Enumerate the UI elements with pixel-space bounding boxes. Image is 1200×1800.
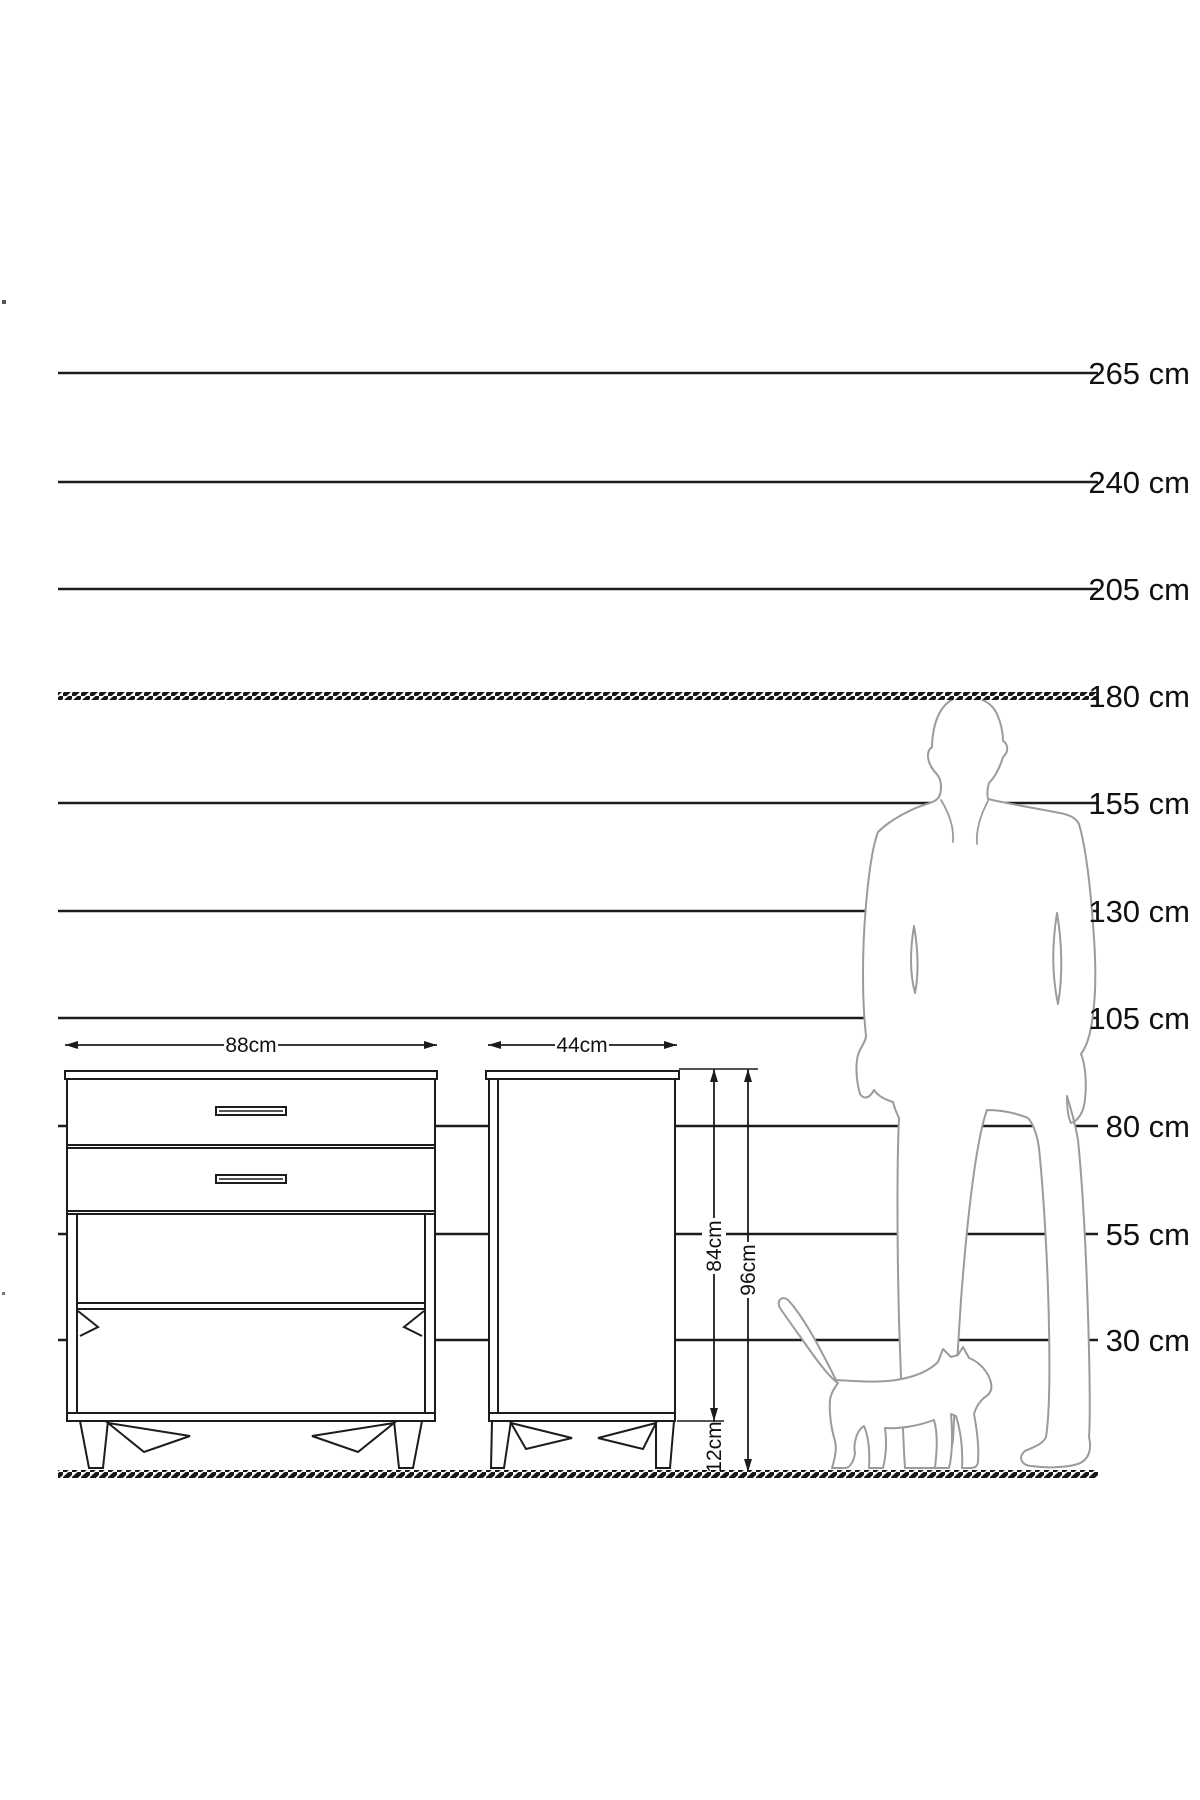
dresser-side-view: [486, 1071, 679, 1468]
front-leg-right: [394, 1421, 422, 1468]
arrow-up-icon: [744, 1069, 752, 1082]
ruler-label-205: 205 cm: [1088, 572, 1190, 607]
front-bottom-rail: [67, 1413, 435, 1421]
arrow-right-icon: [664, 1041, 677, 1049]
dimension-front-width: [65, 1033, 437, 1057]
man-pocket-left: [911, 926, 917, 993]
dimension-heights: [677, 1069, 760, 1473]
ruler-label-265: 265 cm: [1088, 356, 1190, 391]
arrow-left-icon: [65, 1041, 78, 1049]
height-ruler-labels: [1088, 356, 1190, 1358]
artifact-speck: [2, 300, 6, 304]
arrow-up-icon: [710, 1069, 718, 1082]
arrow-left-icon: [488, 1041, 501, 1049]
ruler-label-105: 105 cm: [1088, 1001, 1190, 1036]
ruler-label-55: 55 cm: [1105, 1217, 1190, 1252]
dimension-side-depth: [488, 1033, 677, 1057]
dresser-front-view: [65, 1071, 437, 1468]
front-leg-right-brace: [312, 1423, 394, 1452]
dim-96-label: 96cm: [737, 1244, 760, 1296]
ground-line-hatched: [58, 1470, 1098, 1478]
ruler-label-80: 80 cm: [1105, 1109, 1190, 1144]
side-leg-back: [656, 1421, 674, 1468]
artifact-speck: [2, 1292, 5, 1295]
front-top-panel: [65, 1071, 437, 1079]
ruler-label-130: 130 cm: [1088, 894, 1190, 929]
arrow-down-icon: [710, 1408, 718, 1421]
dim-84-label: 84cm: [703, 1220, 726, 1272]
side-leg-front-brace: [511, 1423, 572, 1449]
front-leg-left-brace: [108, 1423, 190, 1452]
dim-44-label: 44cm: [556, 1034, 608, 1057]
side-leg-back-brace: [598, 1423, 656, 1449]
front-leg-left: [80, 1421, 108, 1468]
dim-12-label: 12cm: [703, 1421, 726, 1473]
ruler-line-180-hatched: [58, 692, 1098, 700]
side-leg-front: [491, 1421, 511, 1468]
ruler-label-180: 180 cm: [1088, 679, 1190, 714]
arrow-right-icon: [424, 1041, 437, 1049]
ruler-label-240: 240 cm: [1088, 465, 1190, 500]
side-panel: [489, 1079, 675, 1413]
standing-man-silhouette: [856, 697, 1095, 1468]
ruler-label-30: 30 cm: [1105, 1323, 1190, 1358]
ruler-label-155: 155 cm: [1088, 786, 1190, 821]
side-top-panel: [486, 1071, 679, 1079]
front-shelf: [77, 1303, 425, 1309]
side-bottom-rail: [489, 1413, 675, 1421]
dim-88-label: 88cm: [225, 1034, 277, 1057]
man-outline: [856, 697, 1095, 1468]
